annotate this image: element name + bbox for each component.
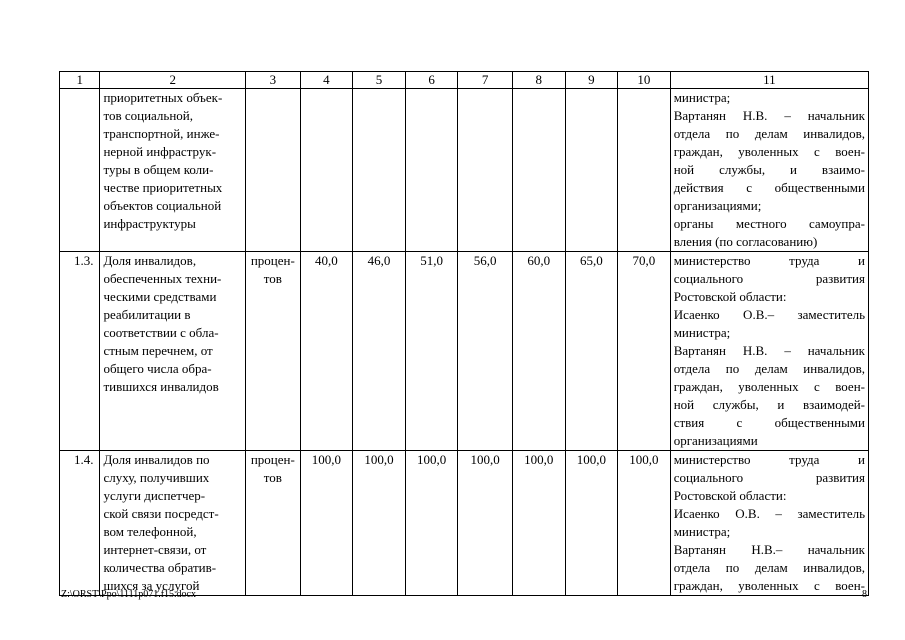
- responsible-line: ной службы, и взаимо-: [673, 162, 865, 177]
- responsible-line: министра;: [673, 325, 731, 340]
- year-value-cell: 70,0: [618, 252, 671, 451]
- responsible-line: отдела по делам инвалидов,: [673, 126, 865, 141]
- responsible-line: организациями;: [673, 198, 762, 213]
- year-value-cell: 46,0: [353, 252, 406, 451]
- year-value-cell: 56,0: [458, 252, 513, 451]
- table-row: [60, 89, 869, 252]
- responsible-line: граждан, уволенных с воен-: [673, 144, 865, 159]
- responsible-executor-cell: [670, 451, 868, 596]
- year-value-cell: 51,0: [405, 252, 458, 451]
- indicator-name-line: соответствии с обла-: [103, 325, 219, 340]
- responsible-line: действия с общественными: [673, 180, 865, 195]
- responsible-line: министерство труда и: [673, 253, 865, 268]
- responsible-line: министра;: [673, 524, 731, 539]
- indicator-name-line: транспортной, инже-: [103, 126, 220, 141]
- indicator-name-line: шихся за услугой: [103, 578, 200, 593]
- responsible-line: граждан, уволенных с воен-: [673, 379, 865, 394]
- year-value-cell: 100,0: [512, 451, 565, 596]
- file-path-footer: Z:\ORST\Ppo\1111p071.f15.docx: [61, 589, 196, 600]
- indicator-name-line: туры в общем коли-: [103, 162, 214, 177]
- indicator-name-line: обеспеченных техни-: [103, 271, 222, 286]
- year-value-cell: 100,0: [565, 451, 618, 596]
- indicator-name-line: тившихся инвалидов: [103, 379, 219, 394]
- year-value-cell: 100,0: [405, 451, 458, 596]
- indicator-name-line: ческими средствами: [103, 289, 217, 304]
- responsible-line: Вартанян Н.В. – начальник: [673, 108, 865, 123]
- year-value-cell: 100,0: [353, 451, 406, 596]
- responsible-line: отдела по делам инвалидов,: [673, 361, 865, 376]
- unit-line: тов: [263, 470, 282, 485]
- responsible-line: Исаенко О.В. – заместитель: [673, 506, 865, 521]
- unit-cell: [246, 89, 301, 252]
- table-row: [60, 451, 869, 596]
- column-number-8: 8: [512, 72, 565, 89]
- column-number-9: 9: [565, 72, 618, 89]
- year-value-cell: [618, 89, 671, 252]
- responsible-line: органы местного самоупра-: [673, 216, 865, 231]
- indicator-name-line: нерной инфраструк-: [103, 144, 217, 159]
- indicator-name-line: тов социальной,: [103, 108, 193, 123]
- item-number-cell: [60, 89, 100, 252]
- responsible-line: Вартанян Н.В. – начальник: [673, 343, 865, 358]
- indicator-name-line: реабилитации в: [103, 307, 191, 322]
- year-value-cell: [300, 89, 353, 252]
- responsible-line: министерство труда и: [673, 452, 865, 467]
- year-value-cell: [405, 89, 458, 252]
- year-value-cell: 40,0: [300, 252, 353, 451]
- indicator-name-line: общего числа обра-: [103, 361, 212, 376]
- indicator-name-line: объектов социальной: [103, 198, 222, 213]
- unit-line: процен-: [250, 452, 295, 467]
- column-number-4: 4: [300, 72, 353, 89]
- indicator-name-line: слуху, получивших: [103, 470, 210, 485]
- program-indicators-table: [59, 71, 869, 596]
- responsible-line: Ростовской области:: [673, 488, 787, 503]
- indicator-name-cell: [100, 451, 246, 596]
- column-number-3: 3: [246, 72, 301, 89]
- indicator-name-line: Доля инвалидов,: [103, 253, 197, 268]
- unit-line: тов: [263, 271, 282, 286]
- responsible-line: ствия с общественными: [673, 415, 865, 430]
- responsible-line: социального развития: [673, 470, 865, 485]
- column-number-1: 1: [60, 72, 100, 89]
- indicator-name-line: Доля инвалидов по: [103, 452, 210, 467]
- indicator-name-line: интернет-связи, от: [103, 542, 207, 557]
- responsible-line: вления (по согласованию): [673, 234, 818, 249]
- unit-cell: [246, 252, 301, 451]
- item-number-cell: 1.3.: [60, 252, 100, 451]
- table-row: [60, 252, 869, 451]
- indicator-name-line: вом телефонной,: [103, 524, 197, 539]
- year-value-cell: 100,0: [458, 451, 513, 596]
- indicator-name-line: количества обратив-: [103, 560, 217, 575]
- responsible-line: социального развития: [673, 271, 865, 286]
- unit-cell: [246, 451, 301, 596]
- column-number-7: 7: [458, 72, 513, 89]
- column-number-6: 6: [405, 72, 458, 89]
- responsible-line: Ростовской области:: [673, 289, 787, 304]
- year-value-cell: [353, 89, 406, 252]
- column-number-row: [60, 72, 869, 89]
- year-value-cell: [458, 89, 513, 252]
- responsible-line: Вартанян Н.В.– начальник: [673, 542, 865, 557]
- unit-line: процен-: [250, 253, 295, 268]
- responsible-executor-cell: [670, 252, 868, 451]
- column-number-10: 10: [618, 72, 671, 89]
- responsible-line: отдела по делам инвалидов,: [673, 560, 865, 575]
- indicator-name-cell: [100, 252, 246, 451]
- page-number: 8: [862, 589, 867, 600]
- responsible-line: ной службы, и взаимодей-: [673, 397, 865, 412]
- responsible-line: граждан, уволенных с воен-: [673, 578, 865, 593]
- year-value-cell: 60,0: [512, 252, 565, 451]
- indicator-name-line: приоритетных объек-: [103, 90, 223, 105]
- indicator-name-line: инфраструктуры: [103, 216, 196, 231]
- indicator-name-line: ской связи посредст-: [103, 506, 219, 521]
- indicator-name-cell: [100, 89, 246, 252]
- responsible-executor-cell: [670, 89, 868, 252]
- indicator-name-line: услуги диспетчер-: [103, 488, 206, 503]
- year-value-cell: 65,0: [565, 252, 618, 451]
- column-number-11: 11: [670, 72, 868, 89]
- responsible-line: организациями: [673, 433, 758, 448]
- indicator-name-line: стным перечнем, от: [103, 343, 213, 358]
- year-value-cell: [565, 89, 618, 252]
- column-number-5: 5: [353, 72, 406, 89]
- column-number-2: 2: [100, 72, 246, 89]
- year-value-cell: 100,0: [300, 451, 353, 596]
- item-number-cell: 1.4.: [60, 451, 100, 596]
- responsible-line: Исаенко О.В.– заместитель: [673, 307, 865, 322]
- year-value-cell: [512, 89, 565, 252]
- year-value-cell: 100,0: [618, 451, 671, 596]
- responsible-line: министра;: [673, 90, 731, 105]
- indicator-name-line: честве приоритетных: [103, 180, 223, 195]
